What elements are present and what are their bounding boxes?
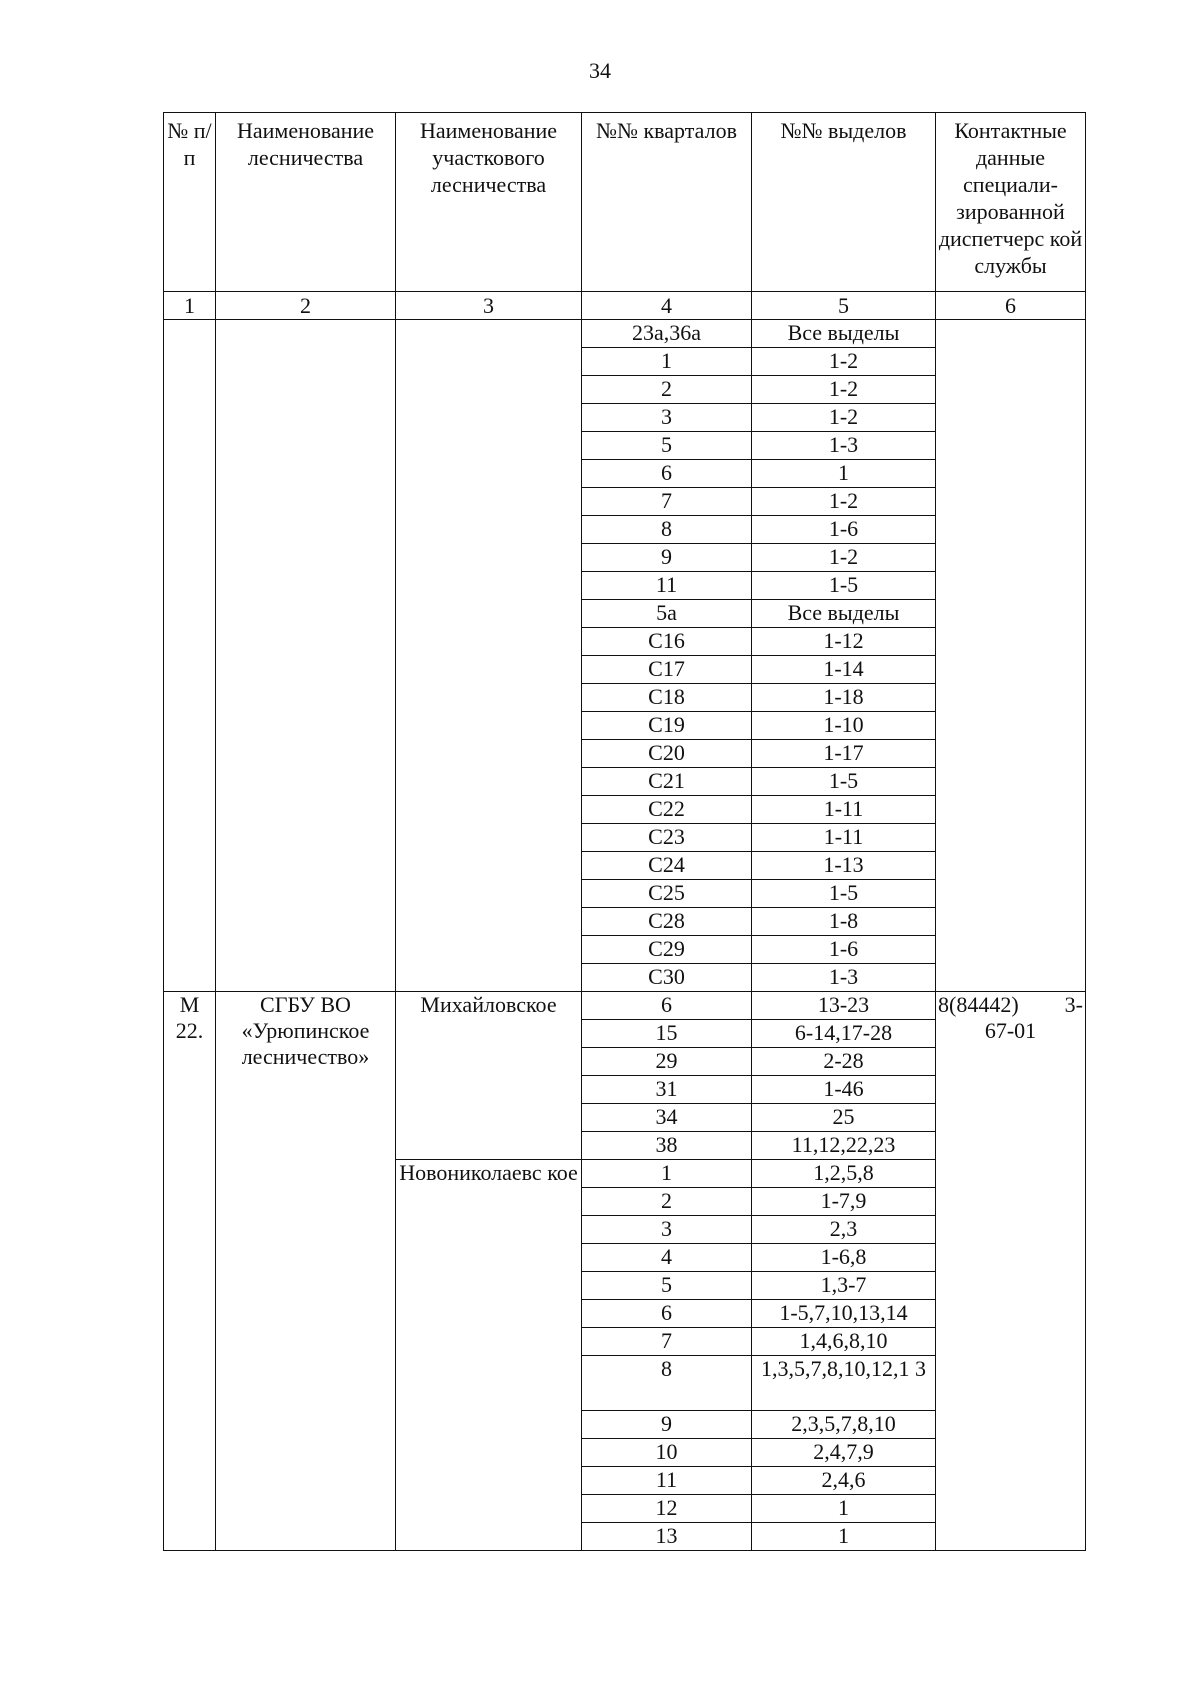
empty-forestry-cell <box>216 320 396 992</box>
header-col-contact: Контактные данные специали-зированной диспетчерс кой службы <box>936 113 1086 292</box>
quarter-cell: 11 <box>582 1467 752 1495</box>
plots-cell: 1,3-7 <box>752 1272 936 1300</box>
quarter-cell: С19 <box>582 712 752 740</box>
quarter-cell: С16 <box>582 628 752 656</box>
quarter-cell: С22 <box>582 796 752 824</box>
plots-cell: 1-6,8 <box>752 1244 936 1272</box>
plots-cell: 1-2 <box>752 348 936 376</box>
plots-cell: 1-5 <box>752 768 936 796</box>
quarter-cell: 12 <box>582 1495 752 1523</box>
plots-cell: 2,4,7,9 <box>752 1439 936 1467</box>
plots-cell: 1-12 <box>752 628 936 656</box>
quarter-cell: 1 <box>582 1160 752 1188</box>
column-number-row <box>164 292 1086 320</box>
quarter-cell: 23а,36а <box>582 320 752 348</box>
plots-cell: 1-46 <box>752 1076 936 1104</box>
header-col-section: Наименование участкового лесничества <box>396 113 582 292</box>
header-col-number: № п/п <box>164 113 216 292</box>
plots-cell: 2,3,5,7,8,10 <box>752 1411 936 1439</box>
quarter-cell: 9 <box>582 1411 752 1439</box>
quarter-cell: 7 <box>582 488 752 516</box>
plots-cell: 1 <box>752 1523 936 1551</box>
quarter-cell: 13 <box>582 1523 752 1551</box>
plots-cell: 25 <box>752 1104 936 1132</box>
forestry-name: СГБУ ВО «Урюпинское лесничество» <box>216 992 396 1551</box>
quarter-cell: С17 <box>582 656 752 684</box>
quarter-cell: С20 <box>582 740 752 768</box>
plots-cell: 1-6 <box>752 936 936 964</box>
quarter-cell: 29 <box>582 1048 752 1076</box>
section-name: Михайловское <box>396 992 582 1160</box>
quarter-cell: 38 <box>582 1132 752 1160</box>
plots-cell: Все выделы <box>752 320 936 348</box>
plots-cell: 1-14 <box>752 656 936 684</box>
plots-cell: 1-11 <box>752 796 936 824</box>
quarter-cell: 8 <box>582 516 752 544</box>
quarter-cell: С24 <box>582 852 752 880</box>
plots-cell: 1-13 <box>752 852 936 880</box>
column-number: 5 <box>752 292 936 320</box>
plots-cell: 1-5 <box>752 880 936 908</box>
header-col-plots: №№ выделов <box>752 113 936 292</box>
quarter-cell: 31 <box>582 1076 752 1104</box>
plots-cell: 1-5,7,10,13,14 <box>752 1300 936 1328</box>
empty-contact-cell <box>936 320 1086 992</box>
plots-cell: 1 <box>752 1495 936 1523</box>
plots-cell: 1-2 <box>752 376 936 404</box>
plots-cell: 1,2,5,8 <box>752 1160 936 1188</box>
quarter-cell: 2 <box>582 1188 752 1216</box>
quarter-cell: С18 <box>582 684 752 712</box>
empty-section-cell <box>396 320 582 992</box>
quarter-cell: 9 <box>582 544 752 572</box>
quarter-cell: 4 <box>582 1244 752 1272</box>
plots-cell: 1-10 <box>752 712 936 740</box>
quarter-cell: 6 <box>582 992 752 1020</box>
quarter-cell: 8 <box>582 1356 752 1411</box>
empty-number-cell <box>164 320 216 992</box>
quarter-cell: 5 <box>582 1272 752 1300</box>
plots-cell: 13-23 <box>752 992 936 1020</box>
quarter-cell: 15 <box>582 1020 752 1048</box>
quarter-cell: 1 <box>582 348 752 376</box>
plots-cell: 2,4,6 <box>752 1467 936 1495</box>
table-row <box>164 992 1086 1020</box>
page-number: 34 <box>589 58 611 83</box>
quarter-cell: 6 <box>582 460 752 488</box>
column-number: 1 <box>164 292 216 320</box>
plots-cell: 2,3 <box>752 1216 936 1244</box>
quarter-cell: С21 <box>582 768 752 796</box>
plots-cell: 1-6 <box>752 516 936 544</box>
quarter-cell: 7 <box>582 1328 752 1356</box>
plots-cell: 1-5 <box>752 572 936 600</box>
plots-cell: 2-28 <box>752 1048 936 1076</box>
header-row <box>164 113 1086 292</box>
column-number: 4 <box>582 292 752 320</box>
contact-phone-line2: 67-01 <box>984 1018 1037 1043</box>
plots-cell: 11,12,22,23 <box>752 1132 936 1160</box>
plots-cell: 1-11 <box>752 824 936 852</box>
forestry-table <box>163 112 1086 1551</box>
quarter-cell: 3 <box>582 404 752 432</box>
plots-cell: 1-17 <box>752 740 936 768</box>
plots-cell: 1-8 <box>752 908 936 936</box>
plots-cell: Все выделы <box>752 600 936 628</box>
quarter-cell: 5 <box>582 432 752 460</box>
quarter-cell: С28 <box>582 908 752 936</box>
header-col-quarters: №№ кварталов <box>582 113 752 292</box>
contact-phone-line1: 8(84442) 3- <box>938 992 1083 1017</box>
quarter-cell: С25 <box>582 880 752 908</box>
quarter-cell: 11 <box>582 572 752 600</box>
contact-cell <box>936 992 1086 1551</box>
quarter-cell: 3 <box>582 1216 752 1244</box>
quarter-cell: С23 <box>582 824 752 852</box>
quarter-cell: 5а <box>582 600 752 628</box>
quarter-cell: 2 <box>582 376 752 404</box>
plots-cell: 1-18 <box>752 684 936 712</box>
plots-cell: 1-3 <box>752 964 936 992</box>
quarter-cell: С29 <box>582 936 752 964</box>
plots-cell: 1,3,5,7,8,10,12,1 3 <box>752 1356 936 1411</box>
quarter-cell: С30 <box>582 964 752 992</box>
plots-cell: 1 <box>752 460 936 488</box>
plots-cell: 6-14,17-28 <box>752 1020 936 1048</box>
column-number: 3 <box>396 292 582 320</box>
row-number: М 22. <box>164 992 216 1551</box>
plots-cell: 1-2 <box>752 404 936 432</box>
quarter-cell: 6 <box>582 1300 752 1328</box>
quarter-cell: 10 <box>582 1439 752 1467</box>
plots-cell: 1-3 <box>752 432 936 460</box>
plots-cell: 1-2 <box>752 488 936 516</box>
plots-cell: 1-2 <box>752 544 936 572</box>
table-row <box>164 320 1086 348</box>
header-col-forestry: Наименование лесничества <box>216 113 396 292</box>
column-number: 6 <box>936 292 1086 320</box>
quarter-cell: 34 <box>582 1104 752 1132</box>
plots-cell: 1,4,6,8,10 <box>752 1328 936 1356</box>
section-name: Новониколаевс кое <box>396 1160 582 1551</box>
table-body <box>164 320 1086 1551</box>
plots-cell: 1-7,9 <box>752 1188 936 1216</box>
column-number: 2 <box>216 292 396 320</box>
